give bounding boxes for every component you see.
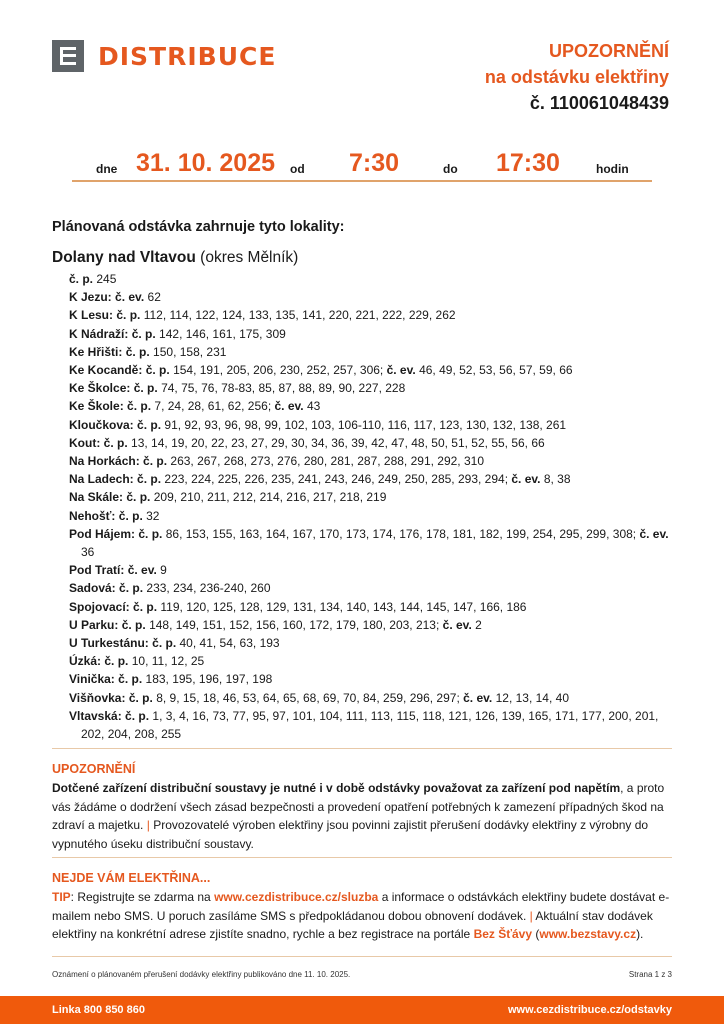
tip-title: NEJDE VÁM ELEKTŘINA... bbox=[52, 871, 211, 885]
cp-label: č. p. bbox=[137, 472, 162, 487]
divider bbox=[52, 857, 672, 858]
ev-numbers: 46, 49, 52, 53, 56, 57, 59, 66 bbox=[419, 363, 573, 378]
street-name: Ke Hřišti: bbox=[69, 344, 123, 359]
cp-numbers: 233, 234, 236-240, 260 bbox=[146, 581, 271, 596]
separator: | bbox=[146, 818, 150, 832]
cp-numbers: 7, 24, 28, 61, 62, 256 bbox=[154, 399, 268, 414]
warning-body bbox=[52, 779, 674, 853]
cp-numbers: 1, 3, 4, 16, 73, 77, 95, 97, 101, 104, 111, 113, 115, 118, 121, 126, 139, 165, 171, 177, 200, 201, 202, 204, 208, 255 bbox=[81, 708, 659, 742]
brand-logo bbox=[52, 40, 276, 72]
cp-label: č. p. bbox=[103, 435, 128, 450]
street-item bbox=[69, 270, 679, 288]
town-name: Dolany nad Vltavou bbox=[52, 249, 196, 266]
cp-numbers: 142, 146, 161, 175, 309 bbox=[159, 326, 286, 341]
page-number: Strana 1 z 3 bbox=[628, 970, 672, 979]
street-name: Na Ladech: bbox=[69, 472, 134, 487]
street-name: Nehošť: bbox=[69, 508, 116, 523]
brand-name: DISTRIBUCE bbox=[98, 41, 277, 71]
cp-label: č. p. bbox=[137, 417, 162, 432]
ev-label: č. ev. bbox=[115, 290, 145, 305]
notice-subtitle: na odstávku elektřiny bbox=[484, 67, 669, 87]
cp-label: č. p. bbox=[125, 708, 150, 723]
street-name: Ke Kocandě: bbox=[69, 363, 143, 378]
ev-numbers: 36 bbox=[81, 545, 95, 560]
street-item: Ke Kocandě: č. p. 154, 191, 205, 206, 230, 252, 257, 306; č. ev. 46, 49, 52, 53, 56, 57, 59, 66 bbox=[69, 363, 573, 378]
street-name: Višňovka: bbox=[69, 690, 126, 705]
ev-numbers: 12, 13, 14, 40 bbox=[495, 690, 569, 705]
warning-bold-text: Dotčené zařízení distribuční soustavy je nutné i v době odstávky považovat za zařízení pod napětím bbox=[52, 781, 621, 795]
cp-label: č. p. bbox=[126, 490, 151, 505]
street-item bbox=[69, 707, 679, 743]
town-heading bbox=[52, 249, 298, 267]
cp-numbers: 112, 114, 122, 124, 133, 135, 141, 220, 221, 222, 229, 262 bbox=[143, 308, 456, 323]
street-item bbox=[69, 634, 679, 652]
cp-label: č. p. bbox=[128, 690, 153, 705]
cp-numbers: 154, 191, 205, 206, 230, 252, 257, 306 bbox=[173, 363, 380, 378]
schedule-row bbox=[72, 146, 652, 182]
from-label: od bbox=[290, 162, 305, 176]
tip-text: ( bbox=[532, 927, 540, 941]
tip-text: : Registrujte se zdarma na bbox=[70, 890, 215, 904]
cp-numbers: 10, 11, 12, 25 bbox=[131, 654, 205, 669]
unit-label: hodin bbox=[596, 162, 629, 176]
notice-title: UPOZORNĚNÍ bbox=[548, 41, 669, 61]
date-label: dne bbox=[96, 162, 118, 176]
street-item bbox=[69, 670, 679, 688]
cp-numbers: 86, 153, 155, 163, 164, 167, 170, 173, 174, 176, 178, 181, 182, 199, 254, 295, 299, 308 bbox=[165, 526, 633, 541]
street-name: Pod Hájem: bbox=[69, 526, 136, 541]
street-name: Vltavská: bbox=[69, 708, 122, 723]
street-name: Sadová: bbox=[69, 581, 116, 596]
warning-text-2: Provozovatelé výroben elektřiny jsou povinni zajistit přerušení dodávky elektřiny z výrobny do vypnutého úseku distribuční soustavy. bbox=[52, 818, 649, 851]
cp-label: č. p. bbox=[121, 617, 146, 632]
street-name: Kloučkova: bbox=[69, 417, 134, 432]
cp-numbers: 263, 267, 268, 273, 276, 280, 281, 287, 288, 291, 292, 310 bbox=[170, 454, 484, 469]
street-item: U Parku: č. p. 148, 149, 151, 152, 156, 160, 172, 179, 180, 203, 213; č. ev. 2 bbox=[69, 617, 482, 632]
cp-numbers: 223, 224, 225, 226, 235, 241, 243, 246, 249, 250, 285, 293, 294 bbox=[164, 472, 505, 487]
ev-label: č. ev. bbox=[386, 363, 416, 378]
street-item bbox=[69, 507, 679, 525]
tip-text: ). bbox=[636, 927, 644, 941]
street-name: U Parku: bbox=[69, 617, 119, 632]
street-name: Pod Tratí: bbox=[69, 563, 125, 578]
cp-label: č. p. bbox=[145, 363, 170, 378]
street-item bbox=[69, 288, 679, 306]
cp-label: č. p. bbox=[118, 508, 143, 523]
street-item bbox=[69, 416, 679, 434]
separator: | bbox=[529, 908, 533, 923]
ev-numbers: 8, 38 bbox=[543, 472, 571, 487]
cp-numbers: 150, 158, 231 bbox=[153, 344, 227, 359]
service-link[interactable]: www.cezdistribuce.cz/sluzba bbox=[214, 890, 379, 904]
divider bbox=[52, 956, 672, 957]
divider bbox=[52, 748, 672, 749]
street-item bbox=[69, 379, 679, 397]
cp-label: č. p. bbox=[118, 672, 143, 687]
street-name: Kout: bbox=[69, 435, 101, 450]
street-item bbox=[69, 343, 679, 361]
notice-header bbox=[485, 38, 669, 116]
ev-label: č. ev. bbox=[442, 617, 472, 632]
ev-numbers: 9 bbox=[160, 563, 167, 578]
street-item bbox=[69, 561, 679, 579]
street-item bbox=[69, 598, 679, 616]
cez-e-logo-icon bbox=[52, 40, 84, 72]
cp-numbers: 148, 149, 151, 152, 156, 160, 172, 179, 180, 203, 213 bbox=[149, 617, 436, 632]
cp-label: č. p. bbox=[133, 381, 158, 396]
street-list bbox=[69, 270, 679, 743]
warning-title: UPOZORNĚNÍ bbox=[52, 762, 136, 776]
street-item bbox=[69, 652, 679, 670]
cp-label: č. p. bbox=[143, 454, 168, 469]
cp-label: č. p. bbox=[127, 399, 152, 414]
street-item: Ke Škole: č. p. 7, 24, 28, 61, 62, 256; č. ev. 43 bbox=[69, 399, 321, 414]
street-name: K Lesu: bbox=[69, 308, 114, 323]
street-name: Úzká: bbox=[69, 654, 102, 669]
street-item bbox=[69, 325, 679, 343]
street-item: Višňovka: č. p. 8, 9, 15, 18, 46, 53, 64, 65, 68, 69, 70, 84, 259, 296, 297; č. ev. 12, 13, 14, 40 bbox=[69, 690, 569, 705]
footer-bar bbox=[0, 996, 724, 1024]
street-name: U Turkestánu: bbox=[69, 636, 149, 651]
district-name: (okres Mělník) bbox=[200, 249, 299, 266]
cp-numbers: 91, 92, 93, 96, 98, 99, 102, 103, 106-110, 116, 117, 123, 130, 132, 138, 261 bbox=[164, 417, 567, 432]
cp-label: č. p. bbox=[125, 344, 150, 359]
cp-label: č. p. bbox=[116, 308, 141, 323]
ev-numbers: 2 bbox=[475, 617, 482, 632]
tip-label: TIP bbox=[52, 890, 71, 904]
street-name: Spojovací: bbox=[69, 599, 130, 614]
to-time: 17:30 bbox=[496, 149, 560, 177]
ev-label: č. ev. bbox=[274, 399, 304, 414]
tip-text: a informace o odstávkách elektřiny budete dostávat e-mailem nebo SMS. U poruch zasíláme SMS s předpokládanou dobou obnovení dodávek. bbox=[52, 890, 670, 923]
street-name: K Nádraží: bbox=[69, 326, 129, 341]
to-label: do bbox=[443, 162, 458, 176]
street-item bbox=[69, 306, 679, 324]
street-item bbox=[69, 488, 679, 506]
street-item bbox=[69, 579, 679, 597]
outage-date: 31. 10. 2025 bbox=[136, 149, 276, 177]
street-item bbox=[69, 452, 679, 470]
cp-numbers: 245 bbox=[96, 272, 117, 286]
warning-text: , a proto vás žádáme o dodržení všech zásad bezpečnosti a provedení opatření potřebných k zamezení případných škod na zdraví a majetku. bbox=[52, 781, 665, 832]
street-item: Pod Hájem: č. p. 86, 153, 155, 163, 164, 167, 170, 173, 174, 176, 178, 181, 182, 199, 254, 295, 299, 308; č. ev. 36 bbox=[69, 526, 669, 560]
tip-body bbox=[52, 888, 677, 944]
cp-label: č. p. bbox=[133, 599, 158, 614]
notice-number: č. 110061048439 bbox=[529, 93, 669, 113]
cp-numbers: 183, 195, 196, 197, 198 bbox=[145, 672, 273, 687]
cp-numbers: 74, 75, 76, 78-83, 85, 87, 88, 89, 90, 227, 228 bbox=[161, 381, 406, 396]
bezstavy-link[interactable]: www.bezstavy.cz bbox=[539, 927, 637, 941]
ev-label: č. ev. bbox=[511, 472, 541, 487]
from-time: 7:30 bbox=[349, 149, 400, 177]
cp-numbers: 8, 9, 15, 18, 46, 53, 64, 65, 68, 69, 70, 84, 259, 296, 297 bbox=[156, 690, 457, 705]
cp-numbers: 13, 14, 19, 20, 22, 23, 27, 29, 30, 34, 36, 39, 42, 47, 48, 50, 51, 52, 55, 56, 66 bbox=[131, 435, 545, 450]
ev-label: č. ev. bbox=[127, 563, 157, 578]
tip-text: Aktuální stav dodávek elektřiny na konkrétní adrese zjistíte snadno, rychle a bez registrace na portále bbox=[52, 908, 653, 941]
hotline[interactable]: Linka 800 850 860 bbox=[52, 1004, 145, 1016]
ev-numbers: 62 bbox=[147, 290, 161, 305]
cp-numbers: 119, 120, 125, 128, 129, 131, 134, 140, 143, 144, 145, 147, 166, 186 bbox=[160, 599, 527, 614]
ev-label: č. ev. bbox=[639, 526, 669, 541]
street-item bbox=[69, 434, 679, 452]
ev-label: č. ev. bbox=[463, 690, 493, 705]
cp-label: č. p. bbox=[131, 326, 156, 341]
localities-title: Plánovaná odstávka zahrnuje tyto lokality: bbox=[52, 219, 345, 235]
street-name: Vinička: bbox=[69, 672, 115, 687]
footer-url[interactable]: www.cezdistribuce.cz/odstavky bbox=[507, 1004, 672, 1016]
street-name: K Jezu: bbox=[69, 290, 112, 305]
cp-numbers: 40, 41, 54, 63, 193 bbox=[179, 636, 280, 651]
portal-name[interactable]: Bez Šťávy bbox=[473, 927, 533, 941]
street-item: Na Ladech: č. p. 223, 224, 225, 226, 235, 241, 243, 246, 249, 250, 285, 293, 294; č. ev. 8, 38 bbox=[69, 472, 571, 487]
published-note: Oznámení o plánovaném přerušení dodávky elektřiny publikováno dne 11. 10. 2025. bbox=[52, 970, 351, 979]
street-name: Ke Škole: bbox=[69, 399, 124, 414]
street-name: Na Horkách: bbox=[69, 454, 140, 469]
street-name: Ke Školce: bbox=[69, 381, 131, 396]
cp-label: č. p. bbox=[104, 654, 129, 669]
street-name: Na Skále: bbox=[69, 490, 124, 505]
cp-label: č. p. bbox=[119, 581, 144, 596]
cp-label: č. p. bbox=[152, 636, 177, 651]
cp-label: č. p. bbox=[138, 526, 163, 541]
cp-numbers: 209, 210, 211, 212, 214, 216, 217, 218, 219 bbox=[153, 490, 387, 505]
cp-numbers: 32 bbox=[146, 508, 160, 523]
ev-numbers: 43 bbox=[306, 399, 321, 414]
cp-label: č. p. bbox=[69, 272, 94, 286]
